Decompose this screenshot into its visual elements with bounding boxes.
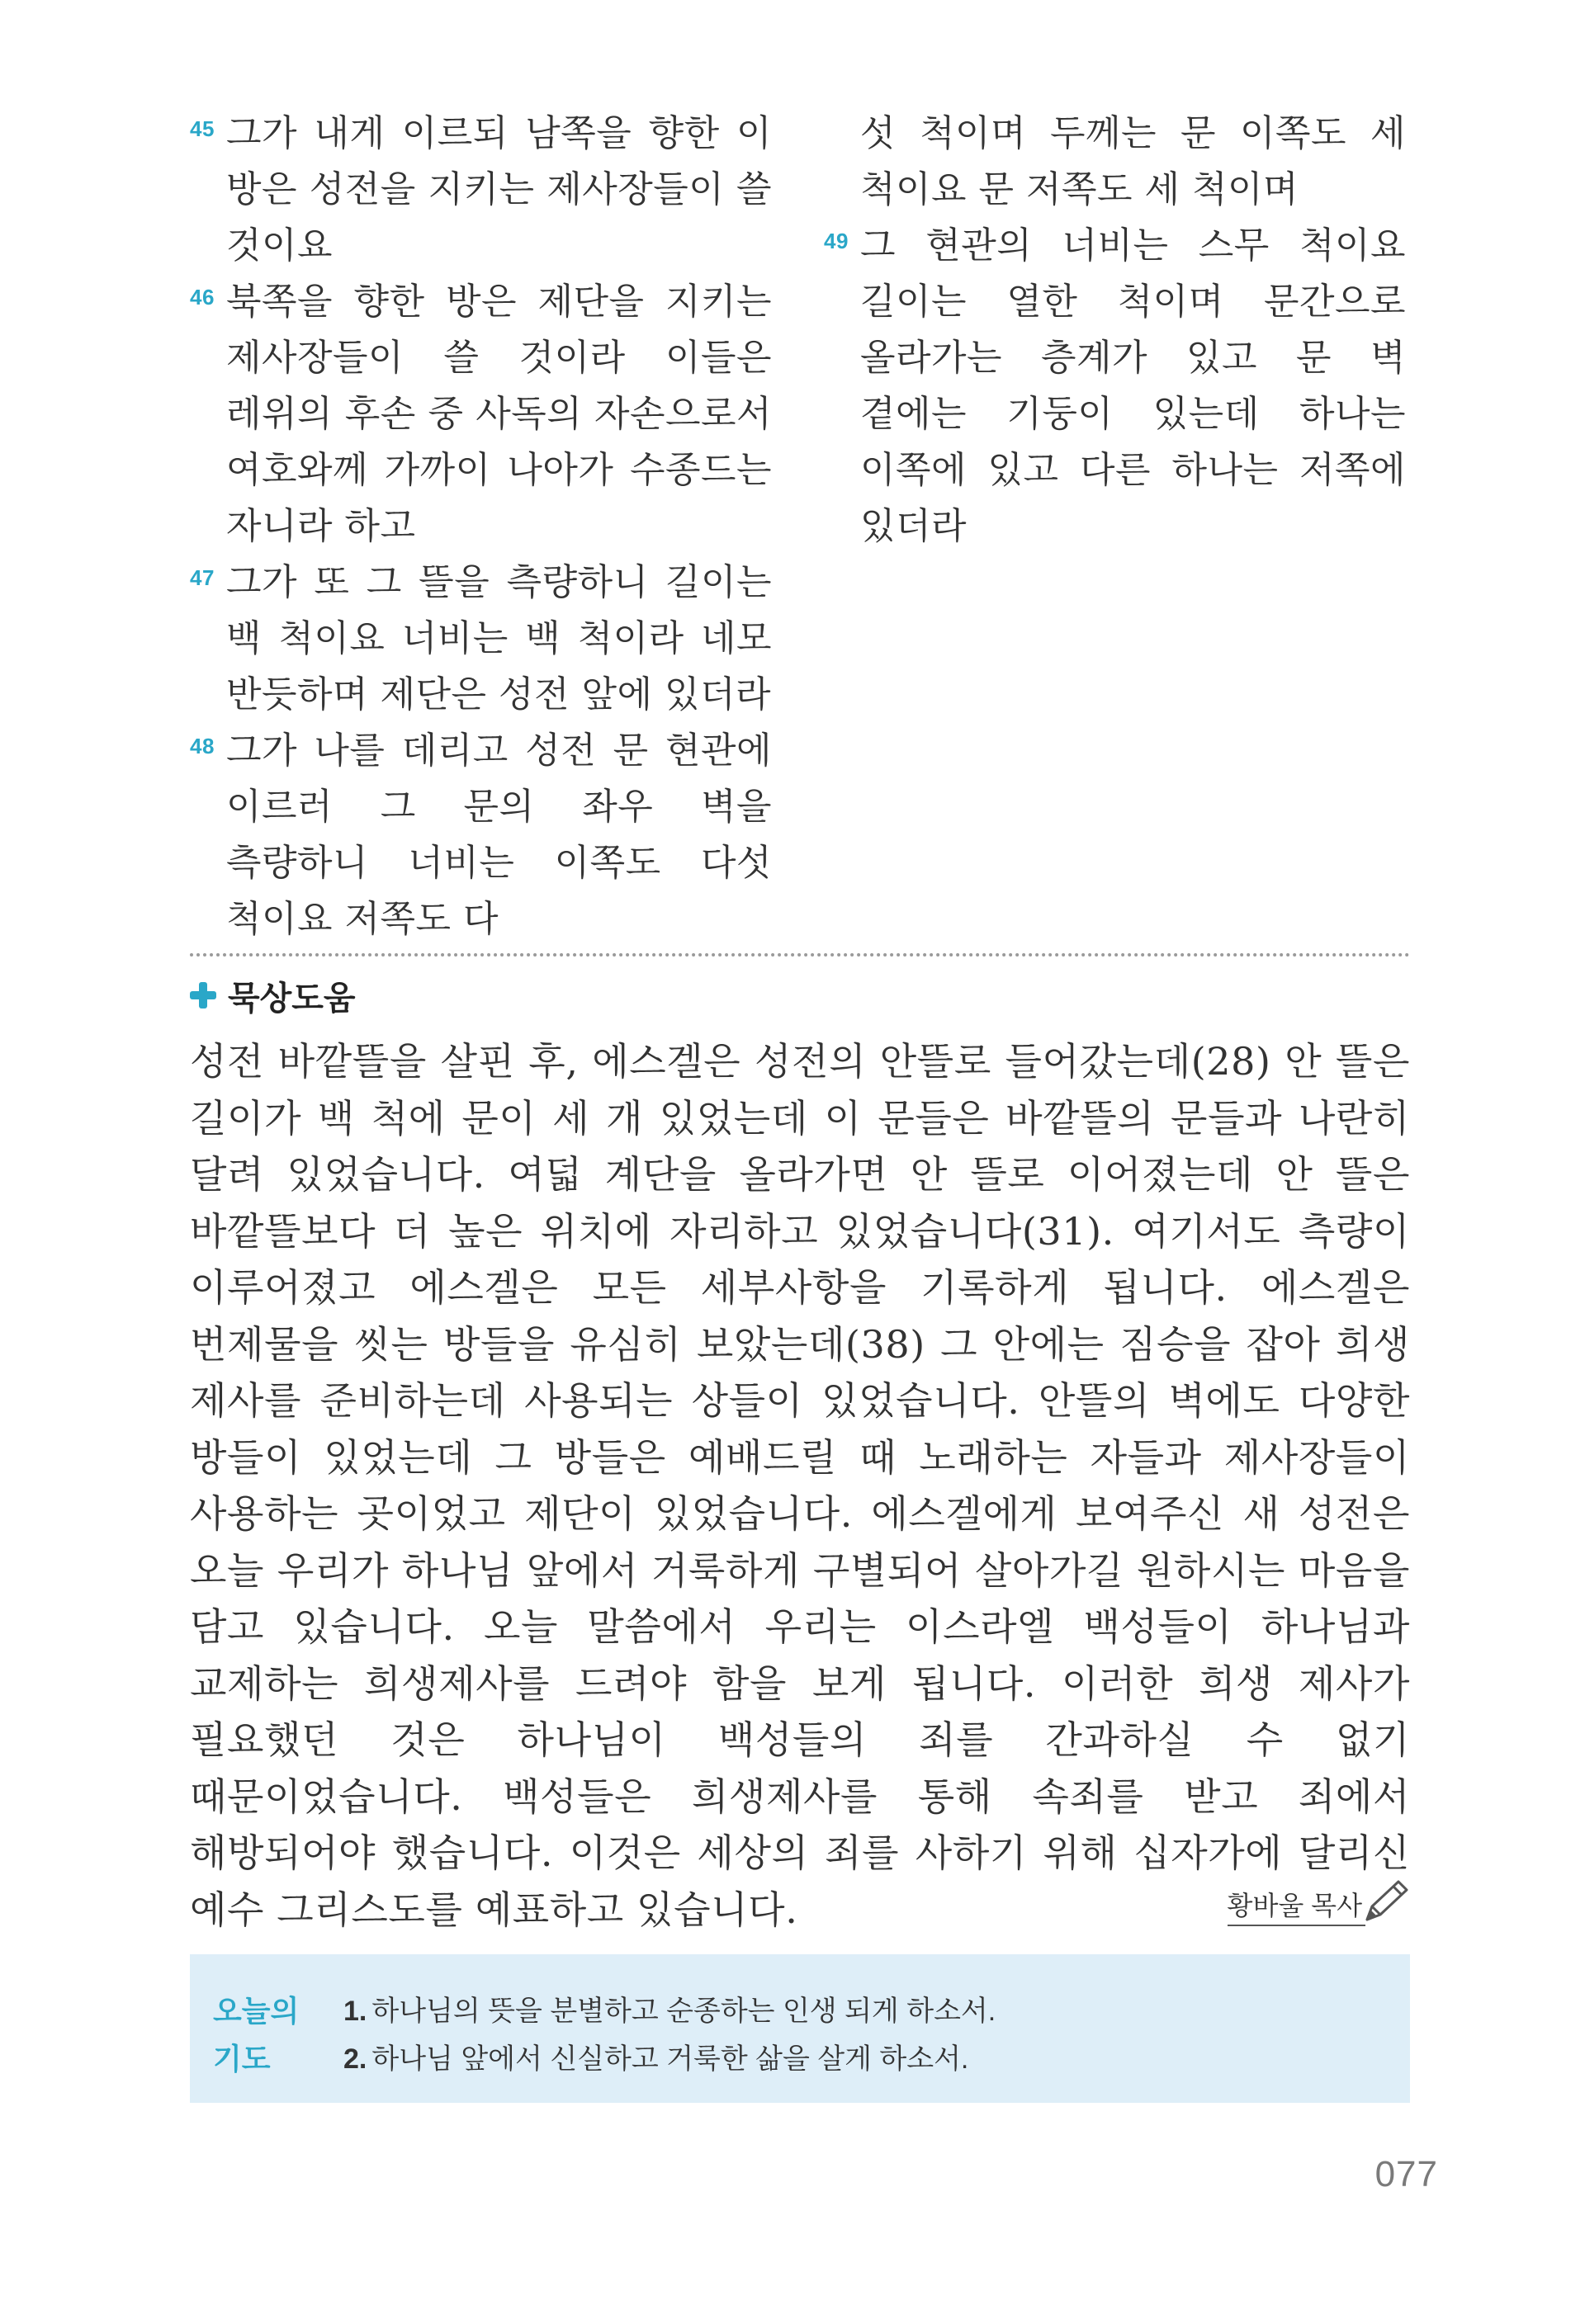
- prayer-list: [343, 1987, 996, 2083]
- prayer-item-text: 하나님의 뜻을 분별하고 순종하는 인생 되게 하소서.: [371, 1996, 996, 2027]
- prayer-label-line1: 오늘의: [213, 1994, 300, 2028]
- meditation-body: 성전 바깥뜰을 살핀 후, 에스겔은 성전의 안뜰로 들어갔는데(28) 안 뜰은 길이가 백 척에 문이 세 개 있었는데 이 문들은 바깥뜰의 문들과 나란히 달려 있었습니다. 여덟 계단을 올라가면 안 뜰로 이어졌는데 안 뜰은 바깥뜰보다 더 높은 위치에 자리하고 있었습니다(31). 여기서도 측량이 이루어졌고 에스겔은 모든 세부사항을 기록하게 됩니다. 에스겔은 번제물을 씻는 방들을 유심히 보았는데(38) 그 안에는 짐승을 잡아 희생 제사를 준비하는데 사용되는 상들이 있었습니다. 안뜰의 벽에도 다양한 방들이 있었는데 그 방들은 예배드릴 때 노래하는 자들과 제사장들이 사용하는 곳이었고 제단이 있었습니다. 에스겔에게 보여주신 새 성전은 오늘 우리가 하나님 앞에서 거룩하게 구별되어 살아가길 원하시는 마음을 담고 있습니다. 오늘 말씀에서 우리는 이스라엘 백성들이 하나님과 교제하는 희생제사를 드려야 함을 보게 됩니다. 이러한 희생 제사가 필요했던 것은 하나님이 백성들의 죄를 간과하실 수 없기 때문이었습니다. 백성들은 희생제사를 통해 속죄를 받고 죄에서 해방되어야 했습니다. 이것은 세상의 죄를 사하기 위해 십자가에 달리신 예수 그리스도를 예표하고 있습니다.: [190, 1039, 1410, 1932]
- verse-number: 47: [190, 565, 215, 590]
- prayer-label-line2: 기도: [213, 2042, 271, 2076]
- prayer-label: [213, 1987, 312, 2083]
- verse-text: 그 현관의 너비는 스무 척이요 길이는 열한 척이며 문간으로 올라가는 층계가 있고 문 벽 곁에는 기둥이 있는데 하나는 이쪽에 있고 다른 하나는 저쪽에 있더라: [860, 224, 1406, 547]
- prayer-item-number: 2.: [343, 2043, 367, 2075]
- prayer-item: [343, 2035, 996, 2083]
- page-number: 077: [1374, 2154, 1438, 2194]
- verse-46: [190, 274, 772, 555]
- verse-number: 46: [190, 285, 215, 309]
- scripture-left-column: [190, 106, 772, 947]
- meditation-title: 묵상도움: [228, 980, 356, 1017]
- verse-49: [824, 218, 1406, 555]
- verse-48-continuation: [824, 106, 1406, 218]
- prayer-box: [190, 1954, 1410, 2103]
- verse-47: [190, 555, 772, 723]
- verse-text: 그가 또 그 뜰을 측량하니 길이는 백 척이요 너비는 백 척이라 네모 반듯하며 제단은 성전 앞에 있더라: [226, 561, 772, 716]
- prayer-item-number: 1.: [343, 1996, 367, 2027]
- scripture-right-column: [824, 106, 1406, 555]
- verse-text: 그가 나를 데리고 성전 문 현관에 이르러 그 문의 좌우 벽을 측량하니 너비는 이쪽도 다섯 척이요 저쪽도 다: [226, 730, 772, 940]
- verse-number: 48: [190, 734, 215, 758]
- prayer-item-text: 하나님 앞에서 신실하고 거룩한 삶을 살게 하소서.: [371, 2043, 969, 2075]
- verse-number: 49: [824, 229, 849, 253]
- verse-45: [190, 106, 772, 274]
- author-name: 황바울 목사: [1228, 1885, 1365, 1926]
- dotted-divider: [190, 953, 1410, 957]
- verse-number: 45: [190, 116, 215, 141]
- pencil-icon: [1360, 1877, 1413, 1926]
- plus-icon: [190, 982, 216, 1008]
- verse-text: 섯 척이며 두께는 문 이쪽도 세 척이요 문 저쪽도 세 척이며: [860, 112, 1406, 210]
- author-signature: [1228, 1877, 1413, 1926]
- verse-48: [190, 723, 772, 947]
- meditation-heading: [190, 972, 356, 1018]
- verse-text: 그가 내게 이르되 남쪽을 향한 이 방은 성전을 지키는 제사장들이 쓸 것이요: [226, 112, 772, 267]
- prayer-item: [343, 1987, 996, 2035]
- verse-text: 북쪽을 향한 방은 제단을 지키는 제사장들이 쓸 것이라 이들은 레위의 후손 중 사독의 자손으로서 여호와께 가까이 나아가 수종드는 자니라 하고: [226, 281, 772, 547]
